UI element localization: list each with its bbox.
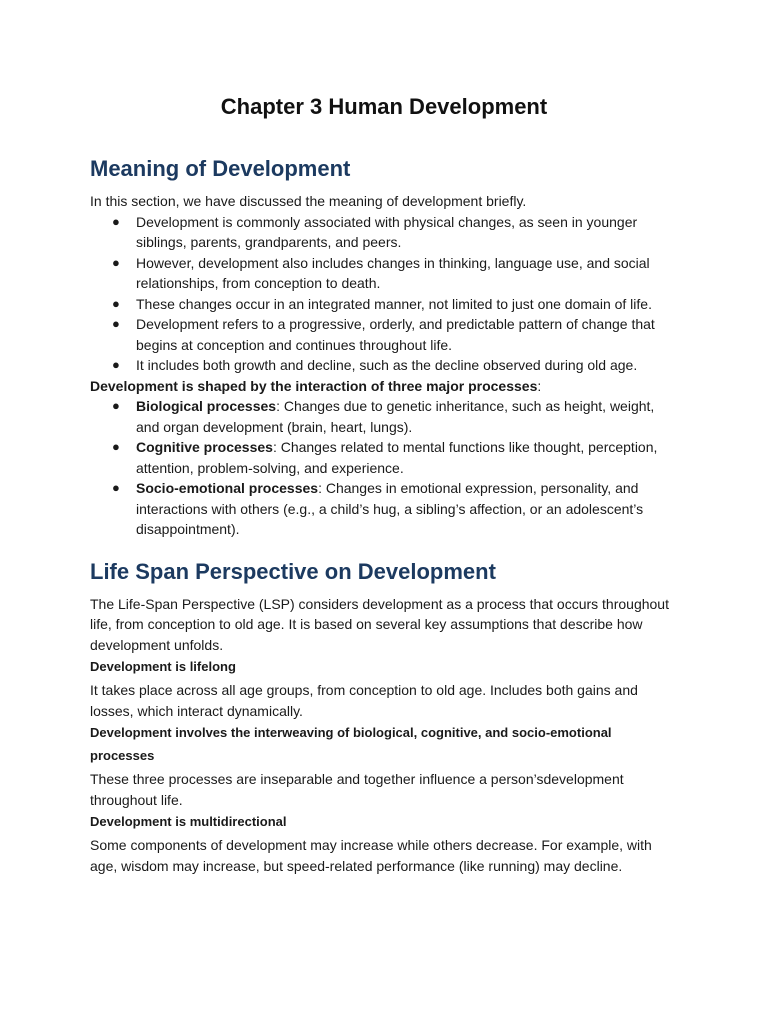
subheading: Development involves the interweaving of biological, cognitive, and socio-emotional processes xyxy=(90,725,612,763)
processes-bullet-list xyxy=(90,396,678,540)
subheading-body: These three processes are inseparable and together influence a person’sdevelopment throughout life. xyxy=(90,771,624,808)
section-heading-meaning: Meaning of Development xyxy=(90,156,351,181)
subheading: Development is lifelong xyxy=(90,659,236,674)
list-item: ● Development is commonly associated with physical changes, as seen in younger siblings, parents, grandparents, and peers. xyxy=(112,213,638,250)
meaning-bullet-list xyxy=(90,212,678,376)
bullet-icon: ● xyxy=(112,439,120,454)
bullet-icon: ● xyxy=(112,357,120,372)
subheading-body: Some components of development may increase while others decrease. For example, with age, wisdom may increase, but speed-related performance (like running) may decline. xyxy=(90,837,652,874)
process-term: Cognitive processes xyxy=(136,439,273,455)
list-item: ● Socio-emotional processes: Changes in emotional expression, personality, and interactions with others (e.g., a child’s hug, a sibling’s affection, or an adolescent’s disappointment). xyxy=(112,480,644,537)
list-item: ● However, development also includes changes in thinking, language use, and social relationships, from conception to death. xyxy=(112,254,650,291)
list-item: ● These changes occur in an integrated manner, not limited to just one domain of life. xyxy=(136,294,678,315)
list-item: ● Development refers to a progressive, orderly, and predictable pattern of change that begins at conception and continues throughout life. xyxy=(112,316,655,353)
processes-lead: Development is shaped by the interaction of three major processes: xyxy=(90,377,542,394)
section-intro: The Life-Span Perspective (LSP) considers development as a process that occurs throughout life, from conception to old age. It is based on several key assumptions that describe how development unfolds. xyxy=(90,595,669,653)
list-item: ● Cognitive processes: Changes related to mental functions like thought, perception, attention, problem-solving, and experience. xyxy=(112,439,658,476)
bullet-icon: ● xyxy=(112,295,120,311)
section-heading-life-span: Life Span Perspective on Development xyxy=(90,558,496,584)
subheading-body: It takes place across all age groups, from conception to old age. Includes both gains and losses, which interact dynamically. xyxy=(90,682,638,719)
list-item: ● Biological processes: Changes due to genetic inheritance, such as height, weight, and organ development (brain, heart, lungs). xyxy=(112,398,655,435)
bullet-icon: ● xyxy=(112,316,120,331)
bullet-icon: ● xyxy=(112,398,120,413)
process-term: Biological processes xyxy=(136,398,277,414)
subheading: Development is multidirectional xyxy=(90,814,287,829)
bullet-icon: ● xyxy=(112,254,120,270)
bullet-icon: ● xyxy=(112,213,120,229)
bullet-icon: ● xyxy=(112,480,120,495)
section-intro: In this section, we have discussed the meaning of development briefly. xyxy=(90,193,527,209)
list-item: ● It includes both growth and decline, such as the decline observed during old age. xyxy=(136,355,678,376)
document-title: Chapter 3 Human Development xyxy=(220,94,548,119)
process-term: Socio-emotional processes xyxy=(136,480,319,496)
